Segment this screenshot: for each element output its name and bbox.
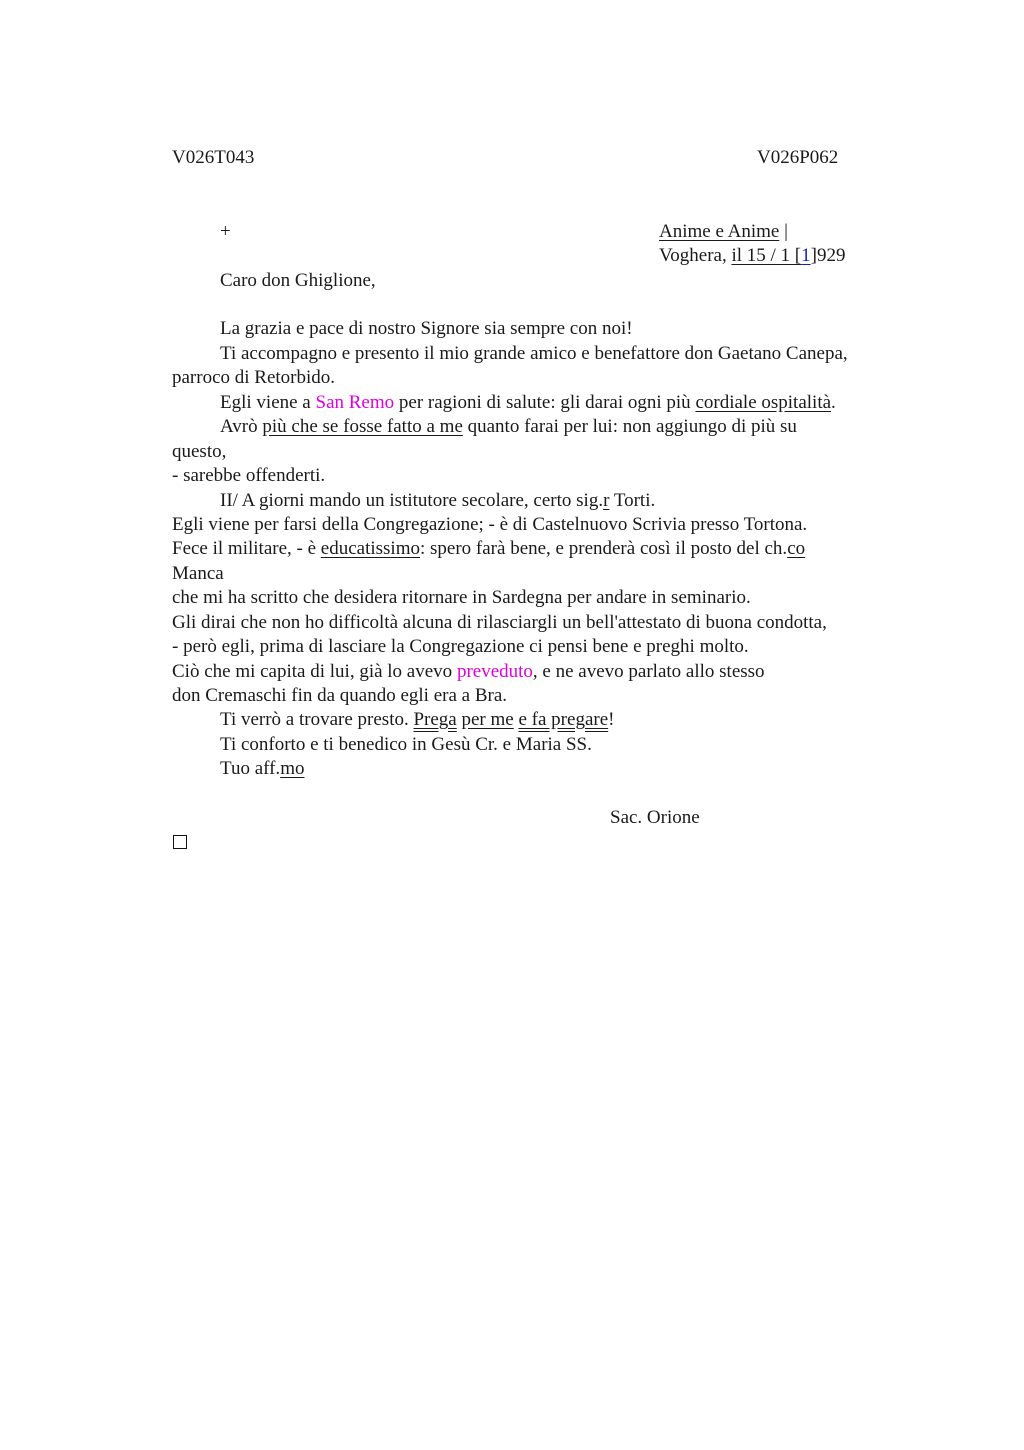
text-line-4 [220, 391, 836, 415]
salutation: Caro don Ghiglione, [220, 270, 376, 291]
place-date-line [659, 244, 845, 268]
text-segment: Ti verrò a trovare presto. [220, 709, 414, 730]
text-segment: II/ A giorni mando un istitutore secolare, certo sig. [220, 490, 604, 511]
text-segment: . [831, 392, 836, 413]
text-segment: quanto farai per lui: non aggiungo di più su [462, 416, 797, 437]
text-line-16: don Cremaschi fin da quando egli era a Bra. [172, 685, 508, 706]
text-line-5 [220, 415, 797, 439]
text-line-3: parroco di Retorbido. [172, 367, 336, 388]
text-line-8 [220, 489, 655, 513]
text-line-9: Egli viene per farsi della Congregazione; - è di Castelnuovo Scrivia presso Tortona. [172, 514, 808, 535]
text-line-17 [220, 708, 614, 732]
text-segment: Tuo aff. [220, 758, 281, 779]
text-line-15 [172, 660, 765, 684]
underlined-phrase: più che se fosse fatto a me [262, 416, 463, 437]
text-segment: Torti. [609, 490, 656, 511]
cross-mark: + [220, 221, 231, 242]
signature: Sac. Orione [610, 807, 700, 828]
place: Voghera, [659, 245, 732, 266]
text-line-13: Gli dirai che non ho difficoltà alcuna di rilasciargli un bell'attestato di buona condotta, [172, 612, 827, 633]
underlined-abbreviation: r [603, 490, 610, 511]
text-line-7: - sarebbe offenderti. [172, 465, 326, 486]
underlined-word: educatissimo [320, 538, 420, 559]
text-segment: Fece il militare, - è [172, 538, 321, 559]
date-bracket-digit: 1 [801, 245, 811, 266]
empty-square-icon [173, 835, 187, 849]
double-underlined-word: Prega [413, 709, 457, 730]
date-underlined: il 15 / 1 [ [731, 245, 802, 266]
text-segment: ! [608, 709, 615, 730]
double-underlined-phrase: e fa pregare [518, 709, 609, 730]
underlined-phrase: per me [461, 709, 514, 730]
closing-line [220, 757, 304, 781]
text-segment: Ciò che mi capita di lui, già lo avevo [172, 661, 457, 682]
document-code-left: V026T043 [172, 147, 255, 168]
text-segment: Avrò [220, 416, 263, 437]
motto: Anime e Anime [659, 221, 780, 242]
place-name-san-remo: San Remo [315, 392, 395, 413]
text-line-1: La grazia e pace di nostro Signore sia sempre con noi! [220, 318, 633, 339]
underlined-abbreviation: mo [280, 758, 305, 779]
motto-separator: | [779, 221, 788, 242]
underlined-abbreviation: co [787, 538, 806, 559]
highlighted-word: preveduto [456, 661, 533, 682]
text-line-14: - però egli, prima di lasciare la Congregazione ci pensi bene e preghi molto. [172, 636, 749, 657]
text-line-12: che mi ha scritto che desidera ritornare in Sardegna per andare in seminario. [172, 587, 751, 608]
document-code-right: V026P062 [757, 147, 839, 168]
motto-line [659, 220, 788, 244]
text-line-18: Ti conforto e ti benedico in Gesù Cr. e Maria SS. [220, 734, 592, 755]
text-segment: : spero farà bene, e prenderà così il posto del ch. [419, 538, 788, 559]
text-line-11: Manca [172, 563, 224, 584]
text-segment: per ragioni di salute: gli darai ogni più [394, 392, 696, 413]
text-segment: Egli viene a [220, 392, 316, 413]
date-end: ]929 [810, 245, 846, 266]
underlined-phrase: cordiale ospitalità [695, 392, 832, 413]
text-segment: , e ne avevo parlato allo stesso [532, 661, 765, 682]
text-line-2: Ti accompagno e presento il mio grande amico e benefattore don Gaetano Canepa, [220, 343, 848, 364]
text-line-6: questo, [172, 441, 227, 462]
text-line-10 [172, 537, 805, 561]
